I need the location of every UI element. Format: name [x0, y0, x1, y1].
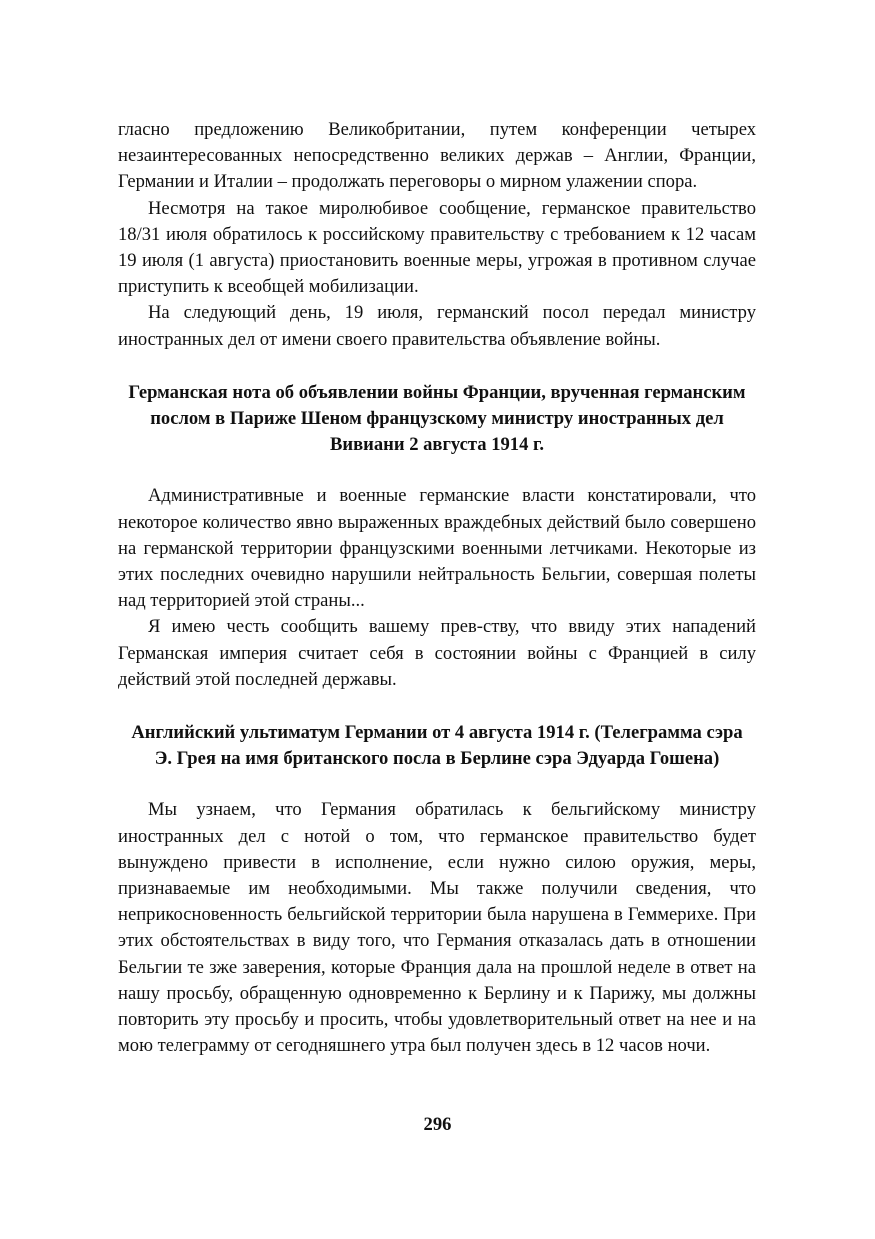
section-heading-german-note: Германская нота об объявлении войны Франции, врученная германским послом в Париже Шеном французскому министру иностранных дел Вивиани 2 августа 1914 г. [128, 381, 746, 456]
spacer [118, 353, 756, 380]
spacer [118, 458, 756, 483]
spacer [118, 693, 756, 720]
english-ultimatum-paragraph-1: Мы узнаем, что Германия обратилась к бельгийскому министру иностранных дел с нотой о том, что германское правительство будет вынуждено привести в исполнение, если нужно силою оружия, меры, признаваемые им необходимыми. Мы также получили сведения, что неприкосновенность бельгийской территории была нарушена в Геммерихе. При этих обстоятельствах в виду того, что Германия отказалась дать в отношении Бельгии те зже заверения, которые Франция дала на прошлой неделе в ответ на нашу просьбу, обращенную одновременно к Берлину и к Парижу, мы должны повторить эту просьбу и просить, чтобы удовлетворительный ответ на нее и на мою телеграмму от сегодняшнего утра был получен здесь в 12 часов ночи. [118, 799, 756, 1057]
page-body [118, 117, 756, 1060]
page-number: 296 [423, 1114, 452, 1135]
spacer [118, 772, 756, 797]
intro-paragraph-2: Несмотря на такое миролюбивое сообщение, германское правительство 18/31 июля обратилось к российскому правительству с требованием к 12 часам 19 июля (1 августа) приостановить военные меры, угрожая в противном случае приступить к всеобщей мобилизации. [118, 197, 756, 298]
intro-paragraph-1: гласно предложению Великобритании, путем конференции четырех незаинтересованных непосредственно великих держав – Англии, Франции, Германии и Италии – продолжать переговоры о мирном улажении спора. [118, 119, 756, 193]
intro-paragraph-3: На следующий день, 19 июля, германский посол передал министру иностранных дел от имени своего правительства объявление войны. [118, 302, 756, 350]
german-note-paragraph-2: Я имею честь сообщить вашему прев-ству, что ввиду этих нападений Германская империя считает себя в состоянии войны с Францией в силу действий этой последней державы. [118, 616, 756, 690]
section-heading-english-ultimatum: Английский ультиматум Германии от 4 августа 1914 г. (Телеграмма сэра Э. Грея на имя британского посла в Берлине сэра Эдуарда Гошена) [131, 722, 743, 770]
german-note-paragraph-1: Административные и военные германские власти констатировали, что некоторое количество явно выраженных враждебных действий было совершено на германской территории французскими военными летчиками. Некоторые из этих последних очевидно нарушили нейтральность Бельгии, совершая полеты над территорией этой страны... [118, 485, 756, 612]
